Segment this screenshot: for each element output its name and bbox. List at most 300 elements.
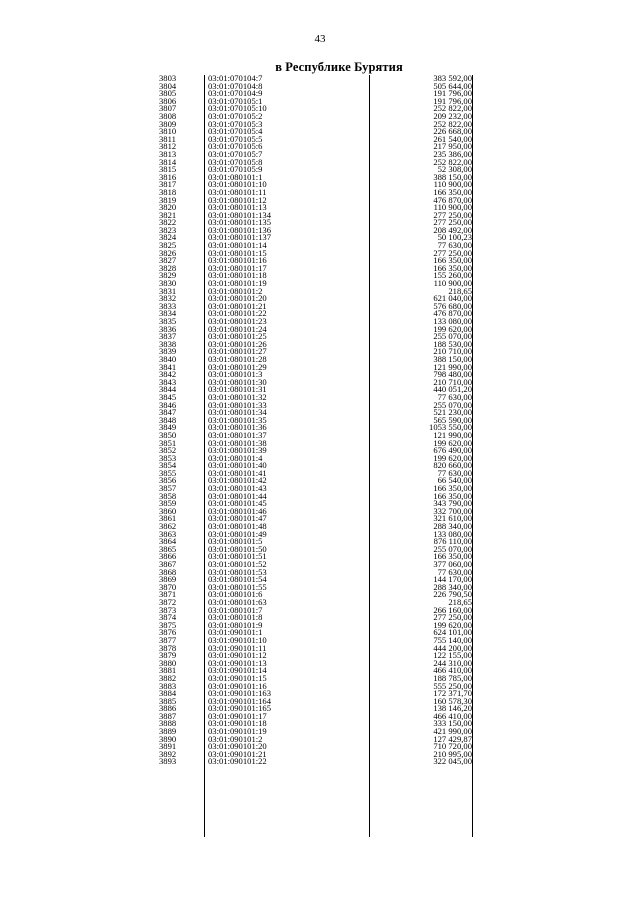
table-row bbox=[149, 581, 473, 592]
table-row bbox=[149, 333, 473, 341]
table-row bbox=[149, 596, 473, 607]
row-number: 3845 bbox=[159, 391, 177, 402]
table-row bbox=[149, 105, 473, 113]
table-row bbox=[149, 338, 473, 349]
cadastral-value: 521 230,00 bbox=[433, 407, 472, 418]
table-row bbox=[149, 576, 473, 584]
table-row bbox=[149, 619, 473, 630]
row-number: 3829 bbox=[159, 270, 177, 281]
row-number: 3857 bbox=[159, 483, 177, 494]
cadastral-number: 03:01:080101:42 bbox=[208, 477, 267, 486]
table-row bbox=[149, 680, 473, 691]
cadastral-value: 77 630,00 bbox=[437, 240, 472, 251]
table-row bbox=[149, 209, 473, 220]
row-number: 3806 bbox=[159, 95, 177, 106]
cadastral-number: 03:01:080101:24 bbox=[208, 325, 267, 334]
cadastral-number: 03:01:090101:22 bbox=[208, 758, 267, 767]
row-number: 3875 bbox=[159, 619, 177, 630]
row-number: 3851 bbox=[159, 437, 177, 448]
table-row bbox=[149, 629, 473, 637]
region-header: в Республике Бурятия bbox=[275, 60, 403, 74]
cadastral-value: 255 070,00 bbox=[433, 331, 472, 342]
cadastral-value: 876 110,00 bbox=[433, 536, 472, 547]
cadastral-number: 03:01:080101:13 bbox=[208, 204, 267, 212]
cadastral-number: 03:01:080101:38 bbox=[208, 439, 267, 448]
table-row bbox=[149, 447, 473, 455]
cadastral-value: 820 660,00 bbox=[433, 460, 472, 471]
table-row bbox=[149, 538, 473, 546]
row-number: 3838 bbox=[159, 338, 177, 349]
table-row bbox=[149, 543, 473, 554]
cadastral-value: 565 590,00 bbox=[433, 414, 472, 425]
cadastral-value: 466 410,00 bbox=[433, 665, 472, 676]
row-number: 3834 bbox=[159, 308, 177, 319]
cadastral-value: 1053 550,00 bbox=[429, 422, 472, 433]
cadastral-number: 03:01:080101:51 bbox=[208, 553, 267, 561]
table-row bbox=[149, 75, 473, 83]
cadastral-value: 210 710,00 bbox=[433, 346, 472, 357]
cadastral-number: 03:01:080101:29 bbox=[208, 363, 267, 372]
row-number: 3824 bbox=[159, 232, 177, 243]
cadastral-number: 03:01:090101:14 bbox=[208, 667, 267, 675]
table-row bbox=[149, 376, 473, 387]
table-row bbox=[149, 194, 473, 205]
table-row bbox=[149, 280, 473, 288]
row-number: 3888 bbox=[159, 718, 177, 729]
cadastral-value: 166 350,00 bbox=[433, 490, 472, 501]
table-row bbox=[149, 242, 473, 250]
row-number: 3862 bbox=[159, 521, 177, 532]
cadastral-value: 166 350,00 bbox=[433, 262, 472, 273]
cadastral-number: 03:01:080101:47 bbox=[208, 515, 267, 524]
row-number: 3866 bbox=[159, 551, 177, 562]
row-number: 3812 bbox=[159, 141, 177, 152]
cadastral-value: 52 308,00 bbox=[437, 164, 472, 175]
cadastral-value: 277 250,00 bbox=[433, 247, 472, 258]
row-number: 3878 bbox=[159, 642, 177, 653]
cadastral-value: 77 630,00 bbox=[437, 566, 472, 577]
table-row bbox=[149, 143, 473, 151]
table-row bbox=[149, 672, 473, 683]
row-number: 3860 bbox=[159, 505, 177, 516]
row-number: 3827 bbox=[159, 255, 177, 266]
row-number: 3820 bbox=[159, 202, 177, 213]
row-number: 3822 bbox=[159, 217, 177, 228]
cadastral-number: 03:01:080101:23 bbox=[208, 318, 267, 326]
row-number: 3849 bbox=[159, 422, 177, 433]
cadastral-value: 138 146,20 bbox=[433, 703, 472, 714]
table-row bbox=[149, 652, 473, 660]
row-number: 3831 bbox=[159, 285, 177, 296]
row-number: 3803 bbox=[159, 75, 177, 83]
cadastral-value: 110 900,00 bbox=[433, 179, 472, 190]
cadastral-number: 03:01:080101:136 bbox=[208, 226, 272, 235]
cadastral-number: 03:01:070105:10 bbox=[208, 105, 267, 113]
table-row bbox=[149, 553, 473, 561]
cadastral-number: 03:01:070105:4 bbox=[208, 128, 263, 136]
row-number: 3858 bbox=[159, 490, 177, 501]
table-row bbox=[149, 156, 473, 167]
table-row bbox=[149, 690, 473, 698]
row-number: 3865 bbox=[159, 543, 177, 554]
cadastral-value: 798 480,00 bbox=[433, 369, 472, 380]
table-row bbox=[149, 95, 473, 106]
cadastral-value: 188 530,00 bbox=[433, 338, 472, 349]
table-row bbox=[149, 743, 473, 751]
row-number: 3807 bbox=[159, 103, 177, 114]
cadastral-value: 160 578,30 bbox=[433, 695, 472, 706]
cadastral-number: 03:01:080101:19 bbox=[208, 280, 267, 288]
cadastral-value: 172 371,70 bbox=[433, 688, 472, 699]
table-row bbox=[149, 437, 473, 448]
cadastral-value: 77 630,00 bbox=[437, 391, 472, 402]
row-number: 3808 bbox=[159, 110, 177, 121]
cadastral-value: 710 720,00 bbox=[433, 741, 472, 752]
cadastral-number: 03:01:080101:43 bbox=[208, 485, 267, 493]
cadastral-number: 03:01:080101:54 bbox=[208, 576, 267, 584]
cadastral-value: 210 995,00 bbox=[433, 748, 472, 759]
row-number: 3880 bbox=[159, 657, 177, 668]
table-rows bbox=[149, 75, 473, 766]
cadastral-value: 217 950,00 bbox=[433, 141, 472, 152]
cadastral-value: 199 620,00 bbox=[433, 452, 472, 463]
row-number: 3815 bbox=[159, 164, 177, 175]
cadastral-value: 166 350,00 bbox=[433, 551, 472, 562]
cadastral-value: 166 350,00 bbox=[433, 186, 472, 197]
cadastral-number: 03:01:070105:9 bbox=[208, 166, 263, 174]
cadastral-number: 03:01:080101:10 bbox=[208, 181, 267, 189]
table-row bbox=[149, 186, 473, 197]
table-row bbox=[149, 414, 473, 425]
table-row bbox=[149, 148, 473, 159]
row-number: 3825 bbox=[159, 240, 177, 251]
page-number: 43 bbox=[314, 33, 326, 45]
table-row bbox=[149, 300, 473, 311]
cadastral-number: 03:01:090101:12 bbox=[208, 652, 267, 660]
cadastral-number: 03:01:080101:17 bbox=[208, 264, 267, 273]
cadastral-value: 555 250,00 bbox=[433, 680, 472, 691]
table-row bbox=[149, 234, 473, 242]
cadastral-value: 255 070,00 bbox=[433, 399, 472, 410]
cadastral-value: 110 900,00 bbox=[433, 202, 472, 213]
row-number: 3850 bbox=[159, 429, 177, 440]
row-number: 3852 bbox=[159, 445, 177, 456]
cadastral-number: 03:01:090101:16 bbox=[208, 682, 267, 691]
cadastral-number: 03:01:080101:14 bbox=[208, 242, 267, 250]
row-number: 3811 bbox=[159, 133, 176, 144]
cadastral-number: 03:01:090101:11 bbox=[208, 644, 267, 653]
table-row bbox=[149, 642, 473, 653]
row-number: 3814 bbox=[159, 156, 177, 167]
table-row bbox=[149, 561, 473, 569]
cadastral-value: 155 260,00 bbox=[433, 270, 472, 281]
cadastral-number: 03:01:080101:8 bbox=[208, 614, 263, 622]
cadastral-value: 624 101,00 bbox=[433, 627, 472, 638]
table-row bbox=[149, 361, 473, 372]
cadastral-value: 244 310,00 bbox=[433, 657, 472, 668]
cadastral-number: 03:01:090101:2 bbox=[208, 735, 263, 744]
cadastral-number: 03:01:080101:55 bbox=[208, 583, 267, 592]
cadastral-value: 277 250,00 bbox=[433, 217, 472, 228]
cadastral-number: 03:01:080101:12 bbox=[208, 196, 267, 205]
row-number: 3870 bbox=[159, 581, 177, 592]
table-row bbox=[149, 467, 473, 478]
cadastral-number: 03:01:070104:7 bbox=[208, 75, 263, 83]
row-number: 3819 bbox=[159, 194, 177, 205]
cadastral-number: 03:01:080101:137 bbox=[208, 234, 272, 243]
cadastral-number: 03:01:080101:3 bbox=[208, 371, 263, 379]
row-number: 3853 bbox=[159, 452, 177, 463]
row-number: 3872 bbox=[159, 596, 177, 607]
table-row bbox=[149, 604, 473, 615]
row-number: 3887 bbox=[159, 710, 177, 721]
table-row bbox=[149, 424, 473, 432]
row-number: 3843 bbox=[159, 376, 177, 387]
cadastral-number: 03:01:080101:6 bbox=[208, 591, 263, 599]
cadastral-value: 77 630,00 bbox=[437, 467, 472, 478]
cadastral-value: 133 080,00 bbox=[433, 528, 472, 539]
row-number: 3835 bbox=[159, 316, 177, 326]
cadastral-value: 121 990,00 bbox=[433, 429, 472, 440]
table-row bbox=[149, 166, 473, 174]
cadastral-value: 252 822,00 bbox=[433, 118, 472, 129]
table-row bbox=[149, 429, 473, 440]
cadastral-value: 199 620,00 bbox=[433, 437, 472, 448]
row-number: 3805 bbox=[159, 88, 177, 99]
row-number: 3877 bbox=[159, 634, 177, 645]
cadastral-number: 03:01:080101:32 bbox=[208, 393, 267, 402]
cadastral-number: 03:01:080101:21 bbox=[208, 302, 267, 311]
row-number: 3868 bbox=[159, 566, 177, 577]
cadastral-value: 199 620,00 bbox=[433, 619, 472, 630]
row-number: 3840 bbox=[159, 353, 177, 364]
cadastral-value: 332 700,00 bbox=[433, 505, 472, 516]
cadastral-number: 03:01:080101:35 bbox=[208, 416, 267, 425]
row-number: 3873 bbox=[159, 604, 177, 615]
row-number: 3869 bbox=[159, 574, 177, 585]
cadastral-number: 03:01:080101:5 bbox=[208, 538, 263, 546]
cadastral-number: 03:01:080101:20 bbox=[208, 295, 267, 303]
cadastral-value: 444 200,00 bbox=[433, 642, 472, 653]
table-row bbox=[149, 310, 473, 318]
cadastral-number: 03:01:070105:2 bbox=[208, 112, 263, 121]
cadastral-value: 218,65 bbox=[448, 285, 472, 296]
cadastral-value: 210 710,00 bbox=[433, 376, 472, 387]
table-row bbox=[149, 262, 473, 273]
cadastral-value: 388 150,00 bbox=[433, 353, 472, 364]
cadastral-value: 440 051,20 bbox=[433, 384, 472, 395]
table-row bbox=[149, 758, 473, 766]
cadastral-value: 343 790,00 bbox=[433, 498, 472, 509]
cadastral-number: 03:01:070104:9 bbox=[208, 90, 263, 98]
row-number: 3893 bbox=[159, 756, 177, 767]
row-number: 3864 bbox=[159, 536, 177, 547]
cadastral-value: 208 492,00 bbox=[433, 224, 472, 235]
row-number: 3876 bbox=[159, 627, 177, 638]
table-row bbox=[149, 219, 473, 227]
cadastral-number: 03:01:090101:19 bbox=[208, 728, 267, 736]
row-number: 3828 bbox=[159, 262, 177, 273]
table-row bbox=[149, 399, 473, 410]
cadastral-number: 03:01:090101:163 bbox=[208, 690, 272, 698]
table-row bbox=[149, 272, 473, 280]
row-number: 3854 bbox=[159, 460, 177, 471]
cadastral-value: 476 870,00 bbox=[433, 194, 472, 205]
cadastral-number: 03:01:080101:41 bbox=[208, 469, 267, 478]
table-row bbox=[149, 528, 473, 539]
cadastral-number: 03:01:080101:36 bbox=[208, 424, 267, 432]
cadastral-value: 277 250,00 bbox=[433, 612, 472, 623]
cadastral-number: 03:01:080101:22 bbox=[208, 310, 267, 318]
row-number: 3847 bbox=[159, 407, 177, 418]
cadastral-number: 03:01:080101:16 bbox=[208, 257, 267, 265]
cadastral-value: 188 785,00 bbox=[433, 672, 472, 683]
cadastral-value: 377 060,00 bbox=[433, 559, 472, 569]
table-row bbox=[149, 728, 473, 736]
table-row bbox=[149, 477, 473, 485]
cadastral-value: 199 620,00 bbox=[433, 323, 472, 334]
row-number: 3823 bbox=[159, 224, 177, 235]
cadastral-number: 03:01:080101:40 bbox=[208, 462, 267, 470]
cadastral-number: 03:01:090101:13 bbox=[208, 659, 267, 668]
cadastral-number: 03:01:080101:52 bbox=[208, 561, 267, 569]
cadastral-number: 03:01:070105:3 bbox=[208, 120, 263, 129]
table-row bbox=[149, 128, 473, 136]
row-number: 3809 bbox=[159, 118, 177, 129]
cadastral-number: 03:01:080101:7 bbox=[208, 606, 263, 615]
cadastral-value: 322 045,00 bbox=[433, 756, 472, 767]
table-row bbox=[149, 181, 473, 189]
table-row bbox=[149, 667, 473, 675]
row-number: 3844 bbox=[159, 384, 177, 395]
table-row bbox=[149, 720, 473, 728]
table-row bbox=[149, 462, 473, 470]
cadastral-value: 261 540,00 bbox=[433, 133, 472, 144]
cadastral-value: 66 540,00 bbox=[437, 475, 472, 486]
cadastral-value: 121 990,00 bbox=[433, 361, 472, 372]
cadastral-value: 226 790,50 bbox=[433, 589, 472, 600]
cadastral-value: 388 150,00 bbox=[433, 171, 472, 182]
cadastral-number: 03:01:090101:18 bbox=[208, 720, 267, 729]
row-number: 3837 bbox=[159, 331, 177, 342]
cadastral-value: 277 250,00 bbox=[433, 209, 472, 220]
cadastral-number: 03:01:080101:39 bbox=[208, 447, 267, 455]
cadastral-number: 03:01:080101:1 bbox=[208, 173, 263, 182]
cadastral-number: 03:01:090101:1 bbox=[208, 629, 263, 637]
cadastral-value: 383 592,00 bbox=[433, 75, 472, 83]
table-row bbox=[149, 695, 473, 706]
row-number: 3871 bbox=[159, 589, 177, 600]
row-number: 3874 bbox=[159, 612, 177, 623]
row-number: 3826 bbox=[159, 247, 177, 258]
cadastral-table bbox=[149, 75, 473, 837]
cadastral-value: 133 080,00 bbox=[433, 316, 472, 326]
table-row bbox=[149, 133, 473, 144]
cadastral-number: 03:01:090101:21 bbox=[208, 750, 267, 759]
row-number: 3846 bbox=[159, 399, 177, 410]
cadastral-value: 209 232,00 bbox=[433, 110, 472, 121]
cadastral-number: 03:01:080101:27 bbox=[208, 348, 267, 356]
cadastral-value: 476 870,00 bbox=[433, 308, 472, 319]
table-row bbox=[149, 710, 473, 721]
cadastral-value: 333 150,00 bbox=[433, 718, 472, 729]
cadastral-number: 03:01:080101:28 bbox=[208, 355, 267, 364]
row-number: 3886 bbox=[159, 703, 177, 714]
cadastral-number: 03:01:090101:10 bbox=[208, 636, 267, 645]
cadastral-number: 03:01:080101:26 bbox=[208, 340, 267, 349]
table-row bbox=[149, 90, 473, 98]
cadastral-value: 676 490,00 bbox=[433, 445, 472, 456]
cadastral-value: 50 100,23 bbox=[437, 232, 472, 243]
row-number: 3855 bbox=[159, 467, 177, 478]
cadastral-value: 288 340,00 bbox=[433, 581, 472, 592]
cadastral-number: 03:01:070105:7 bbox=[208, 150, 263, 159]
cadastral-value: 122 155,00 bbox=[433, 650, 472, 661]
row-number: 3883 bbox=[159, 680, 177, 691]
table-row bbox=[149, 353, 473, 364]
cadastral-number: 03:01:080101:11 bbox=[208, 188, 267, 197]
row-number: 3861 bbox=[159, 513, 177, 524]
table-row bbox=[149, 500, 473, 508]
table-row bbox=[149, 657, 473, 668]
cadastral-number: 03:01:080101:33 bbox=[208, 401, 267, 410]
table-row bbox=[149, 614, 473, 622]
cadastral-value: 505 644,00 bbox=[433, 80, 472, 91]
row-number: 3841 bbox=[159, 361, 177, 372]
cadastral-value: 110 900,00 bbox=[433, 278, 472, 289]
table-row bbox=[149, 409, 473, 417]
row-number: 3892 bbox=[159, 748, 177, 759]
cadastral-value: 421 990,00 bbox=[433, 726, 472, 737]
cadastral-number: 03:01:080101:34 bbox=[208, 409, 267, 417]
cadastral-number: 03:01:080101:50 bbox=[208, 545, 267, 554]
cadastral-number: 03:01:080101:63 bbox=[208, 598, 267, 607]
table-row bbox=[149, 295, 473, 303]
cadastral-number: 03:01:080101:49 bbox=[208, 530, 267, 539]
cadastral-number: 03:01:080101:31 bbox=[208, 386, 267, 394]
row-number: 3882 bbox=[159, 672, 177, 683]
cadastral-number: 03:01:070105:1 bbox=[208, 97, 263, 106]
table-row bbox=[149, 566, 473, 577]
table-row bbox=[149, 523, 473, 531]
row-number: 3833 bbox=[159, 300, 177, 311]
row-number: 3821 bbox=[159, 209, 177, 220]
cadastral-number: 03:01:080101:45 bbox=[208, 500, 267, 508]
table-row bbox=[149, 285, 473, 296]
row-number: 3856 bbox=[159, 475, 177, 486]
row-number: 3848 bbox=[159, 414, 177, 425]
cadastral-value: 127 429,87 bbox=[433, 733, 472, 744]
cadastral-number: 03:01:070105:5 bbox=[208, 135, 263, 144]
cadastral-value: 755 140,00 bbox=[433, 634, 472, 645]
cadastral-number: 03:01:080101:9 bbox=[208, 621, 263, 630]
table-row bbox=[149, 247, 473, 258]
table-row bbox=[149, 515, 473, 523]
row-number: 3804 bbox=[159, 80, 177, 91]
table-row bbox=[149, 452, 473, 463]
row-number: 3842 bbox=[159, 369, 177, 380]
cadastral-number: 03:01:080101:30 bbox=[208, 378, 267, 387]
row-number: 3884 bbox=[159, 688, 177, 699]
cadastral-value: 218,65 bbox=[448, 596, 472, 607]
row-number: 3881 bbox=[159, 665, 177, 676]
cadastral-number: 03:01:070105:6 bbox=[208, 143, 263, 151]
row-number: 3836 bbox=[159, 323, 177, 334]
cadastral-value: 466 410,00 bbox=[433, 710, 472, 721]
table-row bbox=[149, 591, 473, 599]
table-row bbox=[149, 371, 473, 379]
cadastral-value: 226 668,00 bbox=[433, 126, 472, 137]
